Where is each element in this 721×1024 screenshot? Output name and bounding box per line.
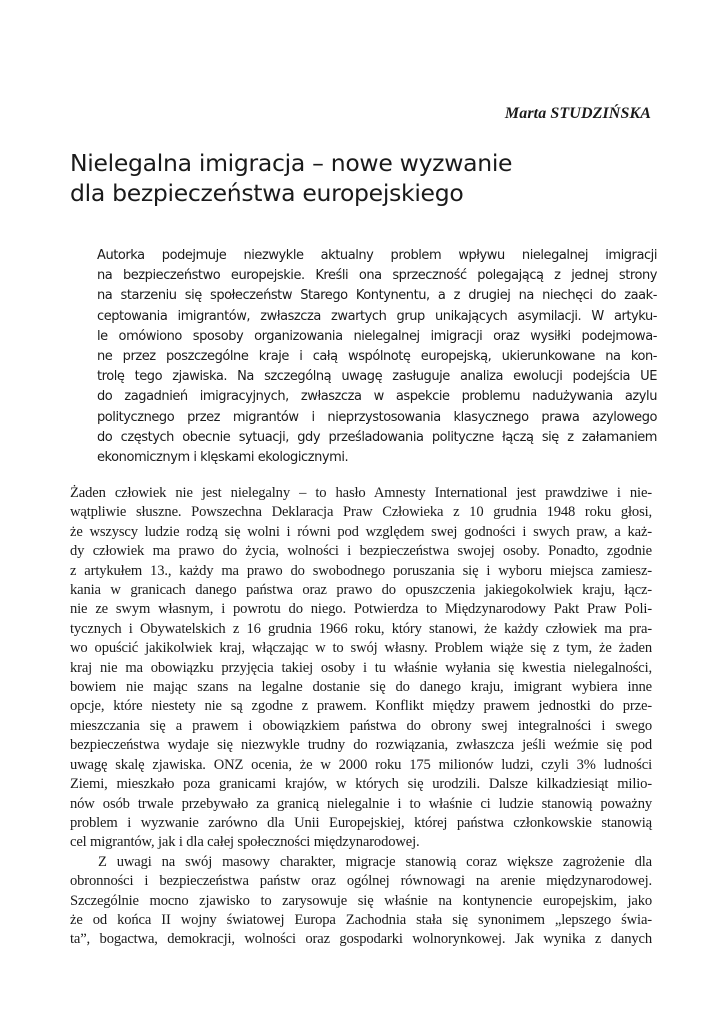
body-line: cel migrantów, jak i dla całej społeczności międzynarodowej. [70,834,420,851]
abstract [97,246,657,468]
body-line: problem i wyzwanie zarówno dla Unii Europejskiej, której państwa członkowskie stanowią [70,814,652,831]
body-line: obronności i bezpieczeństwa państw oraz ogólnej równowagi na arenie międzynarodowej. [70,873,652,890]
abstract-line: do zagadnień imigracyjnych, zwłaszcza w aspekcie problemu nadużywania azylu [97,389,657,405]
body-line: uwagę skalę zjawiska. ONZ ocenia, że w 2000 roku 175 milionów ludzi, czyli 3% ludności [70,756,652,773]
body-line: Żaden człowiek nie jest nielegalny – to hasło Amnesty International jest prawdziwe i nie- [70,485,652,501]
body-line: Z uwagi na swój masowy charakter, migracje stanowią coraz większe zagrożenie dla [98,853,652,870]
abstract-line: politycznego przez migrantów i nieprzystosowania klasycznego prawa azylowego [97,409,657,425]
abstract-line: ne przez poszczególne kraje i całą wspólnotę europejską, ukierunkowane na kon- [97,349,657,365]
body-line: że od końca II wojny światowej Europa Zachodnia stała się synonimem „lepszego świa- [70,911,652,928]
body-line: że wszyscy ludzie rodzą się wolni i równi pod względem swej godności i swych praw, a każ- [70,523,652,540]
body-line: ta”, bogactwa, demokracji, wolności oraz gospodarki wolnorynkowej. Jak wynika z danych [70,931,652,948]
body-line: dy człowiek ma prawo do życia, wolności i bezpieczeństwa swojej osoby. Ponadto, zgodnie [70,543,652,560]
body-text [70,484,652,950]
body-line: z artykułem 13., każdy ma prawo do swobodnego poruszania się i wyboru miejsca zamiesz- [70,562,652,579]
abstract-line: le omówiono sposoby organizowania nielegalnej imigracji oraz wysiłki podejmowa- [97,328,657,344]
body-line: wątpliwie słuszne. Powszechna Deklaracja Praw Człowieka z 10 grudnia 1948 roku głosi, [70,504,652,521]
body-line: kraj nie ma obowiązku przyjęcia takiej osoby i tu właśnie wyłania się kwestia nielegalności, [70,659,652,676]
body-line: kania w granicach danego państwa oraz prawo do opuszczenia jakiegokolwiek kraju, łącz- [70,582,652,599]
abstract-line: trolę tego zjawiska. Na szczególną uwagę zasługuje analiza ewolucji podejścia UE [97,369,657,385]
body-line: bowiem nie mając szans na legalne dostanie się do danego kraju, imigrant wybiera inne [70,679,652,696]
body-line: nie ze swym własnym, i powrotu do niego. Potwierdza to Międzynarodowy Pakt Praw Poli- [70,601,652,618]
article-title [70,148,670,208]
abstract-line: Autorka podejmuje niezwykle aktualny problem wpływu nielegalnej imigracji [97,248,657,263]
body-line: wo opuścić jakikolwiek kraj, włączając w to swój własny. Problem wiąże się z tym, że żaden [70,640,652,657]
body-line: mieszczania się a prawem i obowiązkiem państwa do obrony swej integralności i swego [70,717,652,734]
body-line: Ziemi, mieszkało poza granicami krajów, w których się urodzili. Dalsze kilkadziesiąt milio- [70,776,652,793]
body-line: bezpieczeństwa wydaje się niezwykle trudny do rozwiązania, zwłaszcza jeśli weźmie się pod [70,737,652,754]
title-line: dla bezpieczeństwa europejskiego [70,179,464,207]
abstract-line: ceptowania imigrantów, zwłaszcza zwartych grup unikających asymilacji. W artyku- [97,308,657,324]
abstract-line: do częstych obecnie sytuacji, gdy prześladowania polityczne łączą się z załamaniem [97,429,657,445]
title-line: Nielegalna imigracja – nowe wyzwanie [70,149,513,177]
author-name: Marta STUDZIŃSKA [504,105,651,122]
body-line: opcje, które niestety nie są zgodne z prawem. Konflikt między prawem jednostki do prze- [70,698,652,715]
body-line: tycznych i Obywatelskich z 16 grudnia 1966 roku, który stanowi, że każdy człowiek ma pra- [70,620,652,637]
body-line: Szczególnie mocno zjawisko to zarysowuje się właśnie na kontynencie europejskim, jako [70,892,652,909]
abstract-line: na starzeniu się społeczeństw Starego Kontynentu, a z drugiej na niechęci do zaak- [97,288,657,304]
abstract-line: na bezpieczeństwo europejskie. Kreśli ona sprzeczność polegającą z jednej strony [97,268,657,284]
body-line: nów osób trwale przebywało za granicą nielegalnie i to właśnie ci ludzie stanowią poważny [70,795,652,812]
abstract-line: ekonomicznym i klęskami ekologicznymi. [97,450,349,466]
